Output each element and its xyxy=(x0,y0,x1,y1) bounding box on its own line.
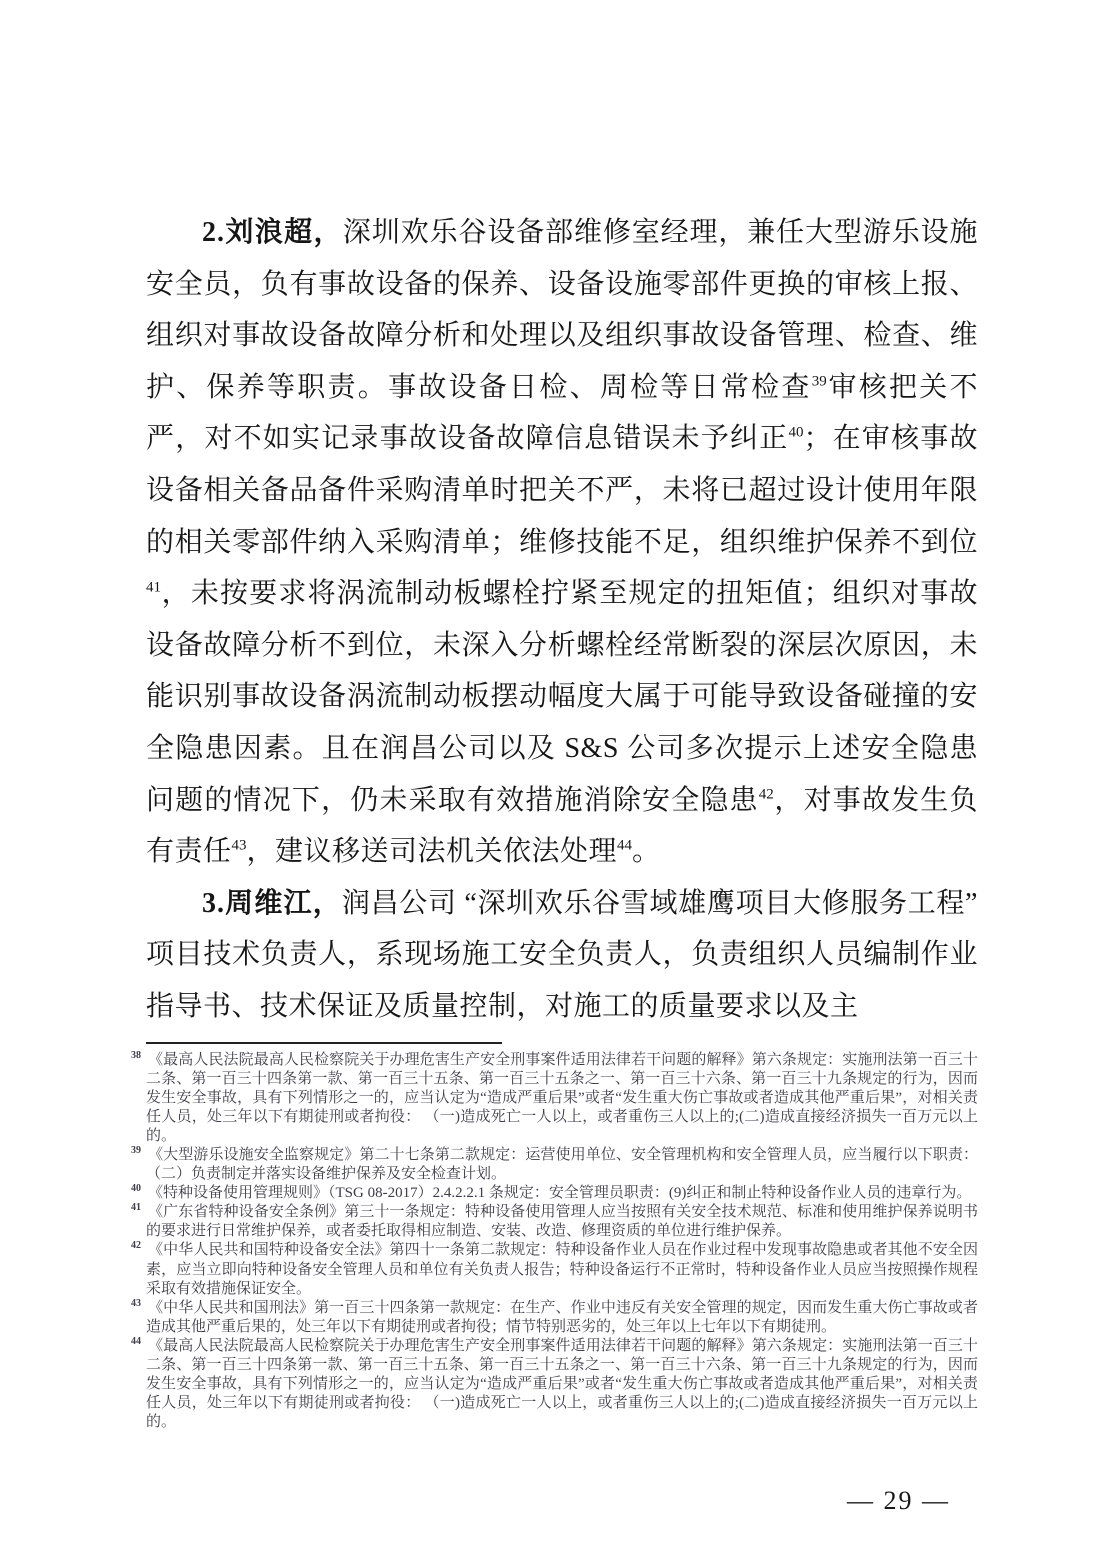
footnote-text: 《最高人民法院最高人民检察院关于办理危害生产安全刑事案件适用法律若干问题的解释》第六条规定：实施刑法第一百三十二条、第一百三十四条第一款、第一百三十五条、第一百三十五条之一、第一百三十六条、第一百三十九条规定的行为，因而发生安全事故，具有下列情形之一的，应当认定为“造成严重后果”或者“发生重大伤亡事故或者造成其他严重后果”，对相关责任人员，处三年以下有期徒刑或者拘役： （一)造成死亡一人以上，或者重伤三人以上的;(二)造成直接经济损失一百万元以上的。 xyxy=(146,1337,978,1431)
footnote xyxy=(131,1202,978,1241)
footnote-text: 《最高人民法院最高人民检察院关于办理危害生产安全刑事案件适用法律若干问题的解释》第六条规定：实施刑法第一百三十二条、第一百三十四条第一款、第一百三十五条、第一百三十五条之一、第一百三十六条、第一百三十九条规定的行为，因而发生安全事故，具有下列情形之一的，应当认定为“造成严重后果”或者“发生重大伤亡事故或者造成其他严重后果”，对相关责任人员，处三年以下有期徒刑或者拘役： （一)造成死亡一人以上，或者重伤三人以上的;(二)造成直接经济损失一百万元以上的。 xyxy=(146,1051,978,1144)
footnote-reference: 44 xyxy=(617,837,633,854)
footnote xyxy=(131,1240,978,1298)
footnote-reference: 42 xyxy=(758,786,774,803)
footnotes-section xyxy=(131,1049,978,1433)
footnote xyxy=(131,1297,978,1337)
person-name: 2.刘浪超， xyxy=(202,217,343,248)
footnote xyxy=(131,1144,978,1184)
text-run: ，对事故发生负有责任 xyxy=(146,784,978,868)
page-footer xyxy=(146,1486,978,1516)
footnote-number: 42 xyxy=(131,1240,141,1252)
body-paragraph xyxy=(146,207,978,878)
footnote-reference: 40 xyxy=(788,425,804,442)
footnote-text: 《广东省特种设备安全条例》第三十一条规定：特种设备使用管理人应当按照有关安全技术规范、标准和使用维护保养说明书的要求进行日常维护保养，或者委托取得相应制造、安装、改造、修理资质的单位进行维护保养。 xyxy=(146,1204,978,1240)
footnote-number: 39 xyxy=(131,1144,141,1156)
footnote-reference: 39 xyxy=(811,373,827,390)
text-run: 审核把关不严，对不如实记录事故设备故障信息错误未予纠正 xyxy=(146,371,978,455)
footnote-text: 《特种设备使用管理规则》（TSG 08-2017）2.4.2.2.1 条规定：安全管理员职责：(9)纠正和制止特种设备作业人员的违章行为。 xyxy=(148,1185,972,1202)
footnote-reference: 43 xyxy=(231,837,247,854)
text-run: ，建议移送司法机关依法处理 xyxy=(246,836,618,868)
person-name: 3.周维江， xyxy=(202,887,342,919)
footnote xyxy=(131,1183,978,1203)
footnote-text: 《中华人民共和国刑法》第一百三十四条第一款规定：在生产、作业中违反有关安全管理的规定，因而发生重大伤亡事故或者造成其他严重后果的，处三年以下有期徒刑或者拘役；情节特别恶劣的，处三年以上七年以下有期徒刑。 xyxy=(146,1299,978,1335)
text-run: 。 xyxy=(632,836,661,868)
text-run: ；在审核事故设备相关备品备件采购清单时把关不严，未将已超过设计使用年限的相关零部件纳入采购清单；维修技能不足，组织维护保养不到位 xyxy=(146,423,978,558)
footnote-separator xyxy=(146,1042,502,1044)
text-run: 深圳欢乐谷设备部维修室经理，兼任大型游乐设施安全员，负有事故设备的保养、设备设施零部件更换的审核上报、组织对事故设备故障分析和处理以及组织事故设备管理、检查、维护、保养等职责。事故设备日检、周检等日常检查 xyxy=(146,217,978,403)
footnote-reference: 41 xyxy=(146,579,161,596)
footnote-number: 40 xyxy=(131,1183,141,1195)
footnote xyxy=(131,1335,978,1432)
document-body xyxy=(146,207,978,1033)
body-paragraph xyxy=(146,878,978,1033)
footnote-number: 41 xyxy=(131,1202,141,1214)
footnote-number: 43 xyxy=(131,1297,141,1309)
footnote xyxy=(131,1049,978,1146)
footnote-number: 44 xyxy=(131,1335,141,1347)
footnote-number: 38 xyxy=(131,1049,141,1061)
footnote-text: 《中华人民共和国特种设备安全法》第四十一条第二款规定：特种设备作业人员在作业过程中发现事故隐患或者其他不安全因素，应当立即向特种设备安全管理人员和单位有关负责人报告；特种设备运行不正常时，特种设备作业人员应当按照操作规程采取有效措施保证安全。 xyxy=(146,1242,978,1297)
text-run: 润昌公司 “深圳欢乐谷雪域雄鹰项目大修服务工程” 项目技术负责人，系现场施工安全负责人，负责组织人员编制作业指导书、技术保证及质量控制，对施工的质量要求以及主 xyxy=(146,887,978,1022)
page-number: — 29 — xyxy=(847,1486,950,1516)
text-run: ，未按要求将涡流制动板螺栓拧紧至规定的扭矩值；组织对事故设备故障分析不到位，未深入分析螺栓经常断裂的深层次原因，未能识别事故设备涡流制动板摆动幅度大属于可能导致设备碰撞的安全隐患因素。且在润昌公司以及 S&S 公司多次提示上述安全隐患问题的情况下，仍未采取有效措施消除安全隐患 xyxy=(146,578,978,816)
footnote-text: 《大型游乐设施安全监察规定》第二十七条第二款规定：运营使用单位、安全管理机构和安全管理人员，应当履行以下职责： （二）负责制定并落实设备维护保养及安全检查计划。 xyxy=(146,1146,978,1183)
